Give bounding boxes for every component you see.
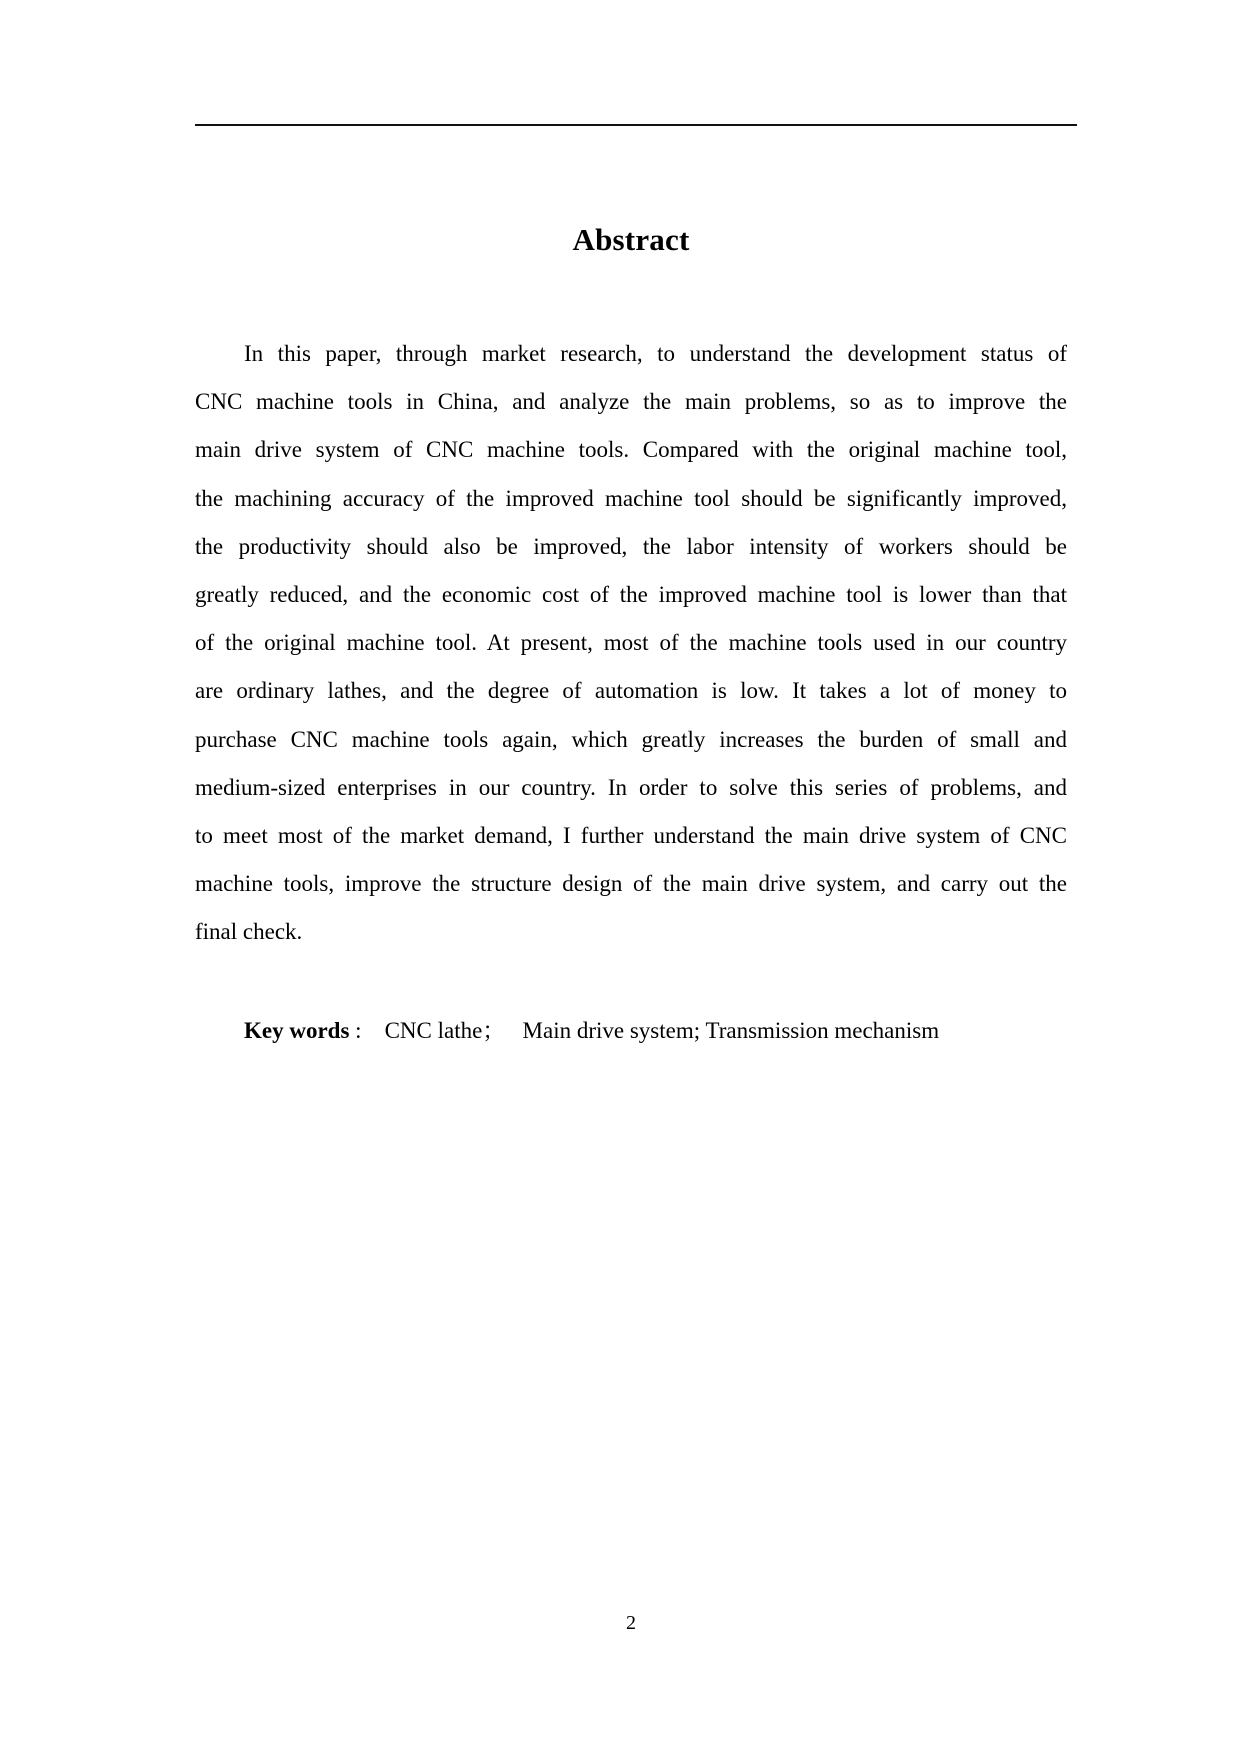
abstract-line: final check. <box>195 919 303 945</box>
abstract-line: medium-sized enterprises in our country. In order to solve this series of problems, and <box>195 774 1067 800</box>
keywords-values: CNC lathe； Main drive system; Transmission mechanism <box>384 1018 940 1043</box>
keywords-line <box>244 1012 939 1045</box>
abstract-line: greatly reduced, and the economic cost of the improved machine tool is lower than that <box>195 581 1067 607</box>
abstract-line: purchase CNC machine tools again, which greatly increases the burden of small and <box>195 726 1067 752</box>
keywords-separator: : <box>349 1018 385 1043</box>
abstract-paragraph <box>195 330 1067 956</box>
abstract-line: the productivity should also be improved, the labor intensity of workers should be <box>195 533 1067 559</box>
header-rule <box>195 124 1077 126</box>
abstract-line: the machining accuracy of the improved machine tool should be significantly improved, <box>195 485 1067 511</box>
page-number: 2 <box>626 1612 636 1634</box>
page-title: Abstract <box>572 222 690 257</box>
abstract-line: are ordinary lathes, and the degree of automation is low. It takes a lot of money to <box>195 678 1067 704</box>
abstract-line: machine tools, improve the structure design of the main drive system, and carry out the <box>195 871 1067 897</box>
abstract-line: to meet most of the market demand, I further understand the main drive system of CNC <box>195 822 1067 848</box>
abstract-line: CNC machine tools in China, and analyze the main problems, so as to improve the <box>195 389 1067 415</box>
abstract-line: main drive system of CNC machine tools. Compared with the original machine tool, <box>195 437 1067 463</box>
abstract-line: of the original machine tool. At present, most of the machine tools used in our country <box>195 630 1067 656</box>
abstract-line: In this paper, through market research, to understand the development status of <box>244 341 1067 366</box>
keywords-label: Key words <box>244 1018 350 1043</box>
